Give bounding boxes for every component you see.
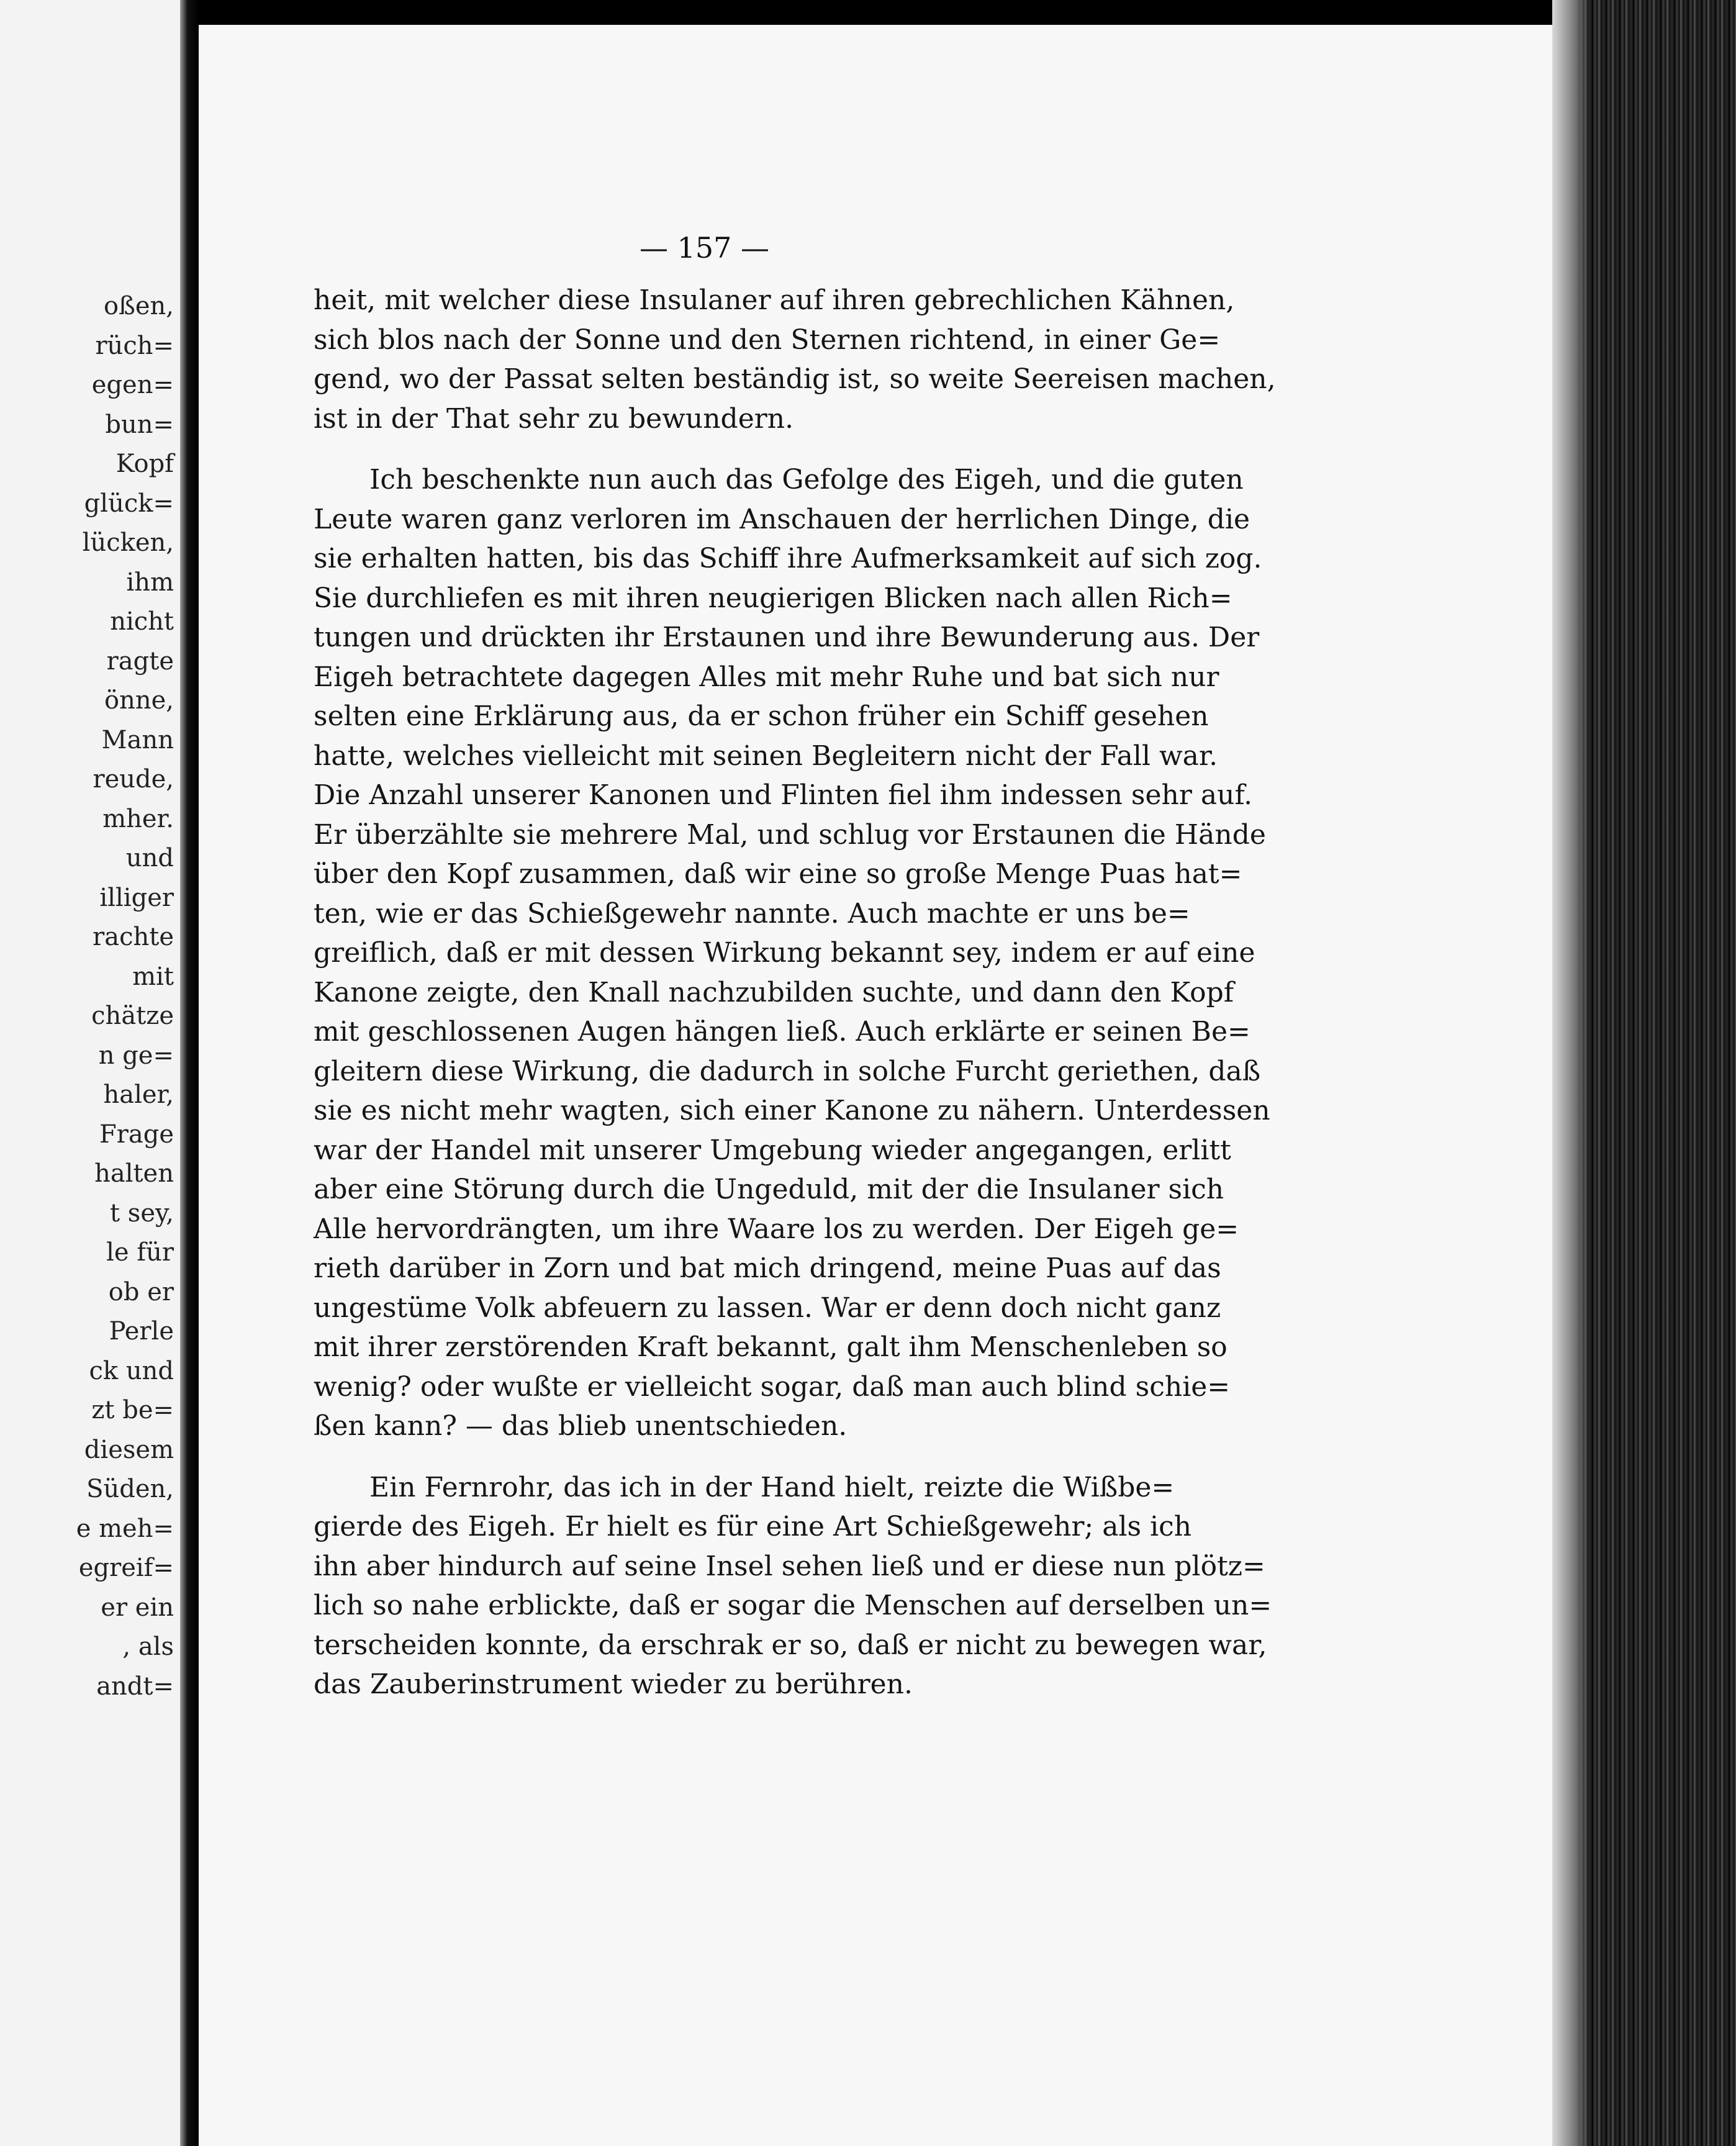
text-line: ist in der That sehr zu bewundern. — [314, 402, 794, 435]
text-line: selten eine Erklärung aus, da er schon früher ein Schiff gesehen — [314, 700, 1209, 732]
book-gutter — [180, 0, 199, 2146]
previous-page-line: Süden, — [86, 1475, 174, 1503]
text-line: sie es nicht mehr wagten, sich einer Kanone zu nähern. Unterdessen — [314, 1095, 1270, 1126]
previous-page-line: bun= — [105, 410, 174, 439]
text-line: ßen kann? — das blieb unentschieden. — [314, 1410, 848, 1442]
previous-page-line: illiger — [99, 883, 174, 912]
text-line: ihn aber hindurch auf seine Insel sehen ließ und er diese nun plötz= — [314, 1550, 1265, 1582]
text-line: sich blos nach der Sonne und den Sternen richtend, in einer Ge= — [314, 324, 1221, 356]
text-line: ungestüme Volk abfeuern zu lassen. War er denn doch nicht ganz — [314, 1292, 1221, 1324]
previous-page-line: rachte — [93, 923, 174, 951]
text-line: gleitern diese Wirkung, die dadurch in solche Furcht geriethen, daß — [314, 1055, 1261, 1087]
book-block-edge — [1552, 0, 1736, 2146]
previous-page-line: reude, — [93, 765, 174, 794]
paragraph-gap — [314, 1446, 1133, 1468]
previous-page-line: n ge= — [98, 1041, 174, 1070]
text-line: ten, wie er das Schießgewehr nannte. Auch machte er uns be= — [314, 897, 1190, 930]
previous-page-edge — [0, 0, 180, 2146]
text-line: war der Handel mit unserer Umgebung wieder angegangen, erlitt — [314, 1134, 1231, 1166]
previous-page-line: oßen, — [104, 292, 174, 320]
text-line: heit, mit welcher diese Insulaner auf ihren gebrechlichen Kähnen, — [314, 284, 1235, 316]
previous-page-line: lücken, — [82, 528, 174, 557]
text-line: wenig? oder wußte er vielleicht sogar, daß man auch blind schie= — [314, 1370, 1231, 1403]
previous-page-line: zt be= — [91, 1396, 174, 1424]
paragraph — [314, 281, 1276, 438]
text-line: greiflich, daß er mit dessen Wirkung bekannt sey, indem er auf eine — [314, 937, 1255, 969]
text-line: das Zauberinstrument wieder zu berühren. — [314, 1668, 913, 1700]
previous-page-line: andt= — [96, 1672, 174, 1701]
previous-page-line: haler, — [103, 1080, 174, 1109]
text-line: Sie durchliefen es mit ihren neugierigen Blicken nach allen Rich= — [314, 582, 1232, 614]
text-line: Die Anzahl unserer Kanonen und Flinten fiel ihm indessen sehr auf. — [314, 779, 1253, 811]
text-line: über den Kopf zusammen, daß wir eine so große Menge Puas hat= — [314, 858, 1242, 890]
previous-page-line: diesem — [84, 1435, 174, 1464]
text-line: gierde des Eigeh. Er hielt es für eine Art Schießgewehr; als ich — [314, 1511, 1192, 1542]
text-line: rieth darüber in Zorn und bat mich dringend, meine Puas auf das — [314, 1252, 1221, 1284]
previous-page-line: Mann — [101, 725, 174, 754]
previous-page-line: chätze — [91, 1002, 174, 1030]
previous-page-line: Kopf — [115, 450, 174, 478]
text-line: Ein Fernrohr, das ich in der Hand hielt, reizte die Wißbe= — [369, 1471, 1175, 1503]
text-line: Eigeh betrachtete dagegen Alles mit mehr Ruhe und bat sich nur — [314, 661, 1219, 693]
previous-page-line: e meh= — [76, 1514, 174, 1543]
paragraph — [314, 1468, 1272, 1705]
text-line: sie erhalten hatten, bis das Schiff ihre Aufmerksamkeit auf sich zog. — [314, 543, 1262, 574]
text-line: mit geschlossenen Augen hängen ließ. Auch erklärte er seinen Be= — [314, 1016, 1250, 1048]
previous-page-line: mher. — [102, 804, 174, 833]
previous-page-line: , als — [122, 1632, 174, 1661]
previous-page-line: er ein — [101, 1593, 174, 1622]
text-line: hatte, welches vielleicht mit seinen Begleitern nicht der Fall war. — [314, 740, 1218, 772]
previous-page-line: ob er — [108, 1277, 174, 1306]
previous-page-line: Perle — [109, 1317, 174, 1346]
text-line: mit ihrer zerstörenden Kraft bekannt, galt ihm Menschenleben so — [314, 1331, 1227, 1363]
previous-page-line: Frage — [99, 1120, 174, 1149]
previous-page-line: ragte — [106, 646, 174, 676]
previous-page-line: ck und — [89, 1356, 174, 1385]
previous-page-line: önne, — [104, 686, 174, 715]
previous-page-line: le für — [106, 1238, 174, 1267]
text-line: Ich beschenkte nun auch das Gefolge des Eigeh, und die guten — [369, 464, 1244, 496]
page-number: — 157 — — [640, 231, 770, 265]
previous-page-line: halten — [94, 1159, 174, 1188]
text-line: gend, wo der Passat selten beständig ist, so weite Seereisen machen, — [314, 363, 1276, 395]
previous-page-line: mit — [132, 962, 174, 991]
previous-page-line: und — [125, 844, 174, 872]
previous-page-line: egreif= — [78, 1554, 174, 1582]
previous-page-line: rüch= — [95, 331, 174, 360]
text-line: Er überzählte sie mehrere Mal, und schlug vor Erstaunen die Hände — [314, 818, 1266, 851]
text-line: terscheiden konnte, da erschrak er so, daß er nicht zu bewegen war, — [314, 1629, 1267, 1661]
previous-page-line: egen= — [91, 371, 174, 399]
text-line: lich so nahe erblickte, daß er sogar die Menschen auf derselben un= — [314, 1590, 1272, 1621]
paragraph-gap — [314, 438, 1133, 460]
text-line: aber eine Störung durch die Ungeduld, mit der die Insulaner sich — [314, 1174, 1224, 1205]
previous-page-line: t sey, — [110, 1198, 174, 1228]
text-line: tungen und drückten ihr Erstaunen und ihre Bewunderung aus. Der — [314, 622, 1260, 653]
page-body-text — [314, 281, 1276, 1705]
previous-page-line: nicht — [110, 607, 174, 636]
text-line: Alle hervordrängten, um ihre Waare los zu werden. Der Eigeh ge= — [314, 1213, 1239, 1245]
previous-page-line: glück= — [84, 489, 174, 518]
text-line: Kanone zeigte, den Knall nachzubilden suchte, und dann den Kopf — [314, 976, 1234, 1008]
page-edge-highlight — [1552, 0, 1589, 2146]
previous-page-line: ihm — [126, 568, 174, 597]
text-line: Leute waren ganz verloren im Anschauen der herrlichen Dinge, die — [314, 503, 1250, 535]
paragraph — [314, 460, 1270, 1446]
